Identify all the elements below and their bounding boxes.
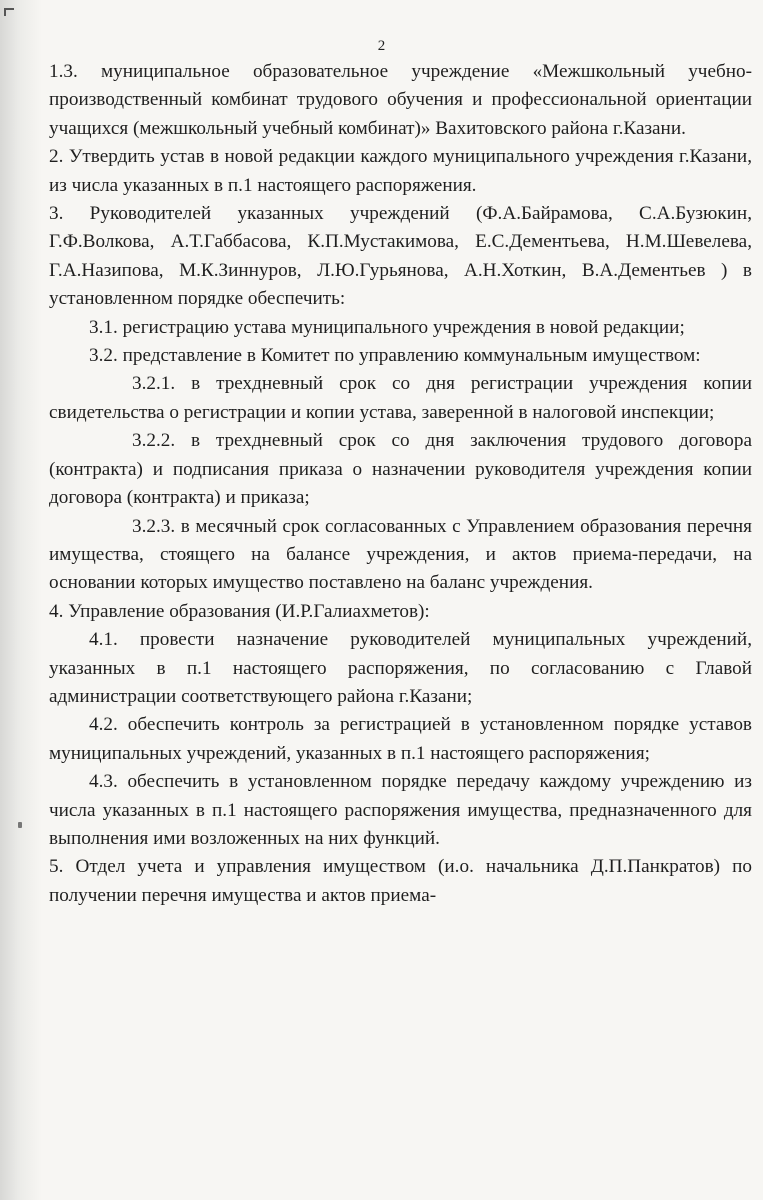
paragraph-3-1: 3.1. регистрацию устава муниципального учреждения в новой редакции; (89, 316, 685, 338)
paragraph-3: 3. Руководителей указанных учреждений (Ф.А.Байрамова, С.А.Бузюкин, Г.Ф.Волкова, А.Т.Габбасова, К.П.Мустакимова, Е.С.Дементьева, Н.М.Шевелева, Г.А.Назипова, М.К.Зиннуров, Л.Ю.Гурьянова, А.Н.Хоткин, В.А.Дементьев ) в установленном порядке обеспечить: (49, 203, 752, 310)
paragraph-3-2-2: 3.2.2. в трехдневный срок со дня заключения трудового договора (контракта) и подписания приказа о назначении руководителя учреждения копии договора (контракта) и приказа; (49, 430, 752, 509)
paragraph-4-3: 4.3. обеспечить в установленном порядке передачу каждому учреждению из числа указанных в п.1 настоящего распоряжения имущества, предназначенного для выполнения ими возложенных на них функций. (49, 771, 752, 849)
paragraph-4: 4. Управление образования (И.Р.Галиахметов): (49, 600, 430, 622)
paragraph-5: 5. Отдел учета и управления имуществом (и.о. начальника Д.П.Панкратов) по получении перечня имущества и актов приема- (49, 856, 752, 906)
scan-edge-shadow (0, 0, 42, 1200)
paragraph-2: 2. Утвердить устав в новой редакции каждого муниципального учреждения г.Казани, из числа указанных в п.1 настоящего распоряжения. (49, 146, 752, 196)
page-number: 2 (377, 38, 386, 54)
paragraph-4-2: 4.2. обеспечить контроль за регистрацией в установленном порядке уставов муниципальных учреждений, указанных в п.1 настоящего распоряжения; (49, 714, 752, 764)
scan-corner-mark (4, 8, 14, 16)
scan-speck (18, 822, 22, 828)
document-body (49, 58, 752, 910)
paragraph-4-1: 4.1. провести назначение руководителей муниципальных учреждений, указанных в п.1 настоящего распоряжения, по согласованию с Главой администрации соответствующего района г.Казани; (49, 629, 752, 707)
paragraph-1-3: 1.3. муниципальное образовательное учреждение «Межшкольный учебно-производственный комбинат трудового обучения и профессиональной ориентации учащихся (межшкольный учебный комбинат)» Вахитовского района г.Казани. (49, 61, 752, 139)
paragraph-3-2: 3.2. представление в Комитет по управлению коммунальным имуществом: (89, 345, 701, 367)
paragraph-3-2-1: 3.2.1. в трехдневный срок со дня регистрации учреждения копии свидетельства о регистрации и копии устава, заверенной в налоговой инспекции; (49, 373, 752, 423)
paragraph-3-2-3: 3.2.3. в месячный срок согласованных с Управлением образования перечня имущества, стоящего на балансе учреждения, и актов приема-передачи, на основании которых имущество поставлено на баланс учреждения. (49, 515, 752, 594)
